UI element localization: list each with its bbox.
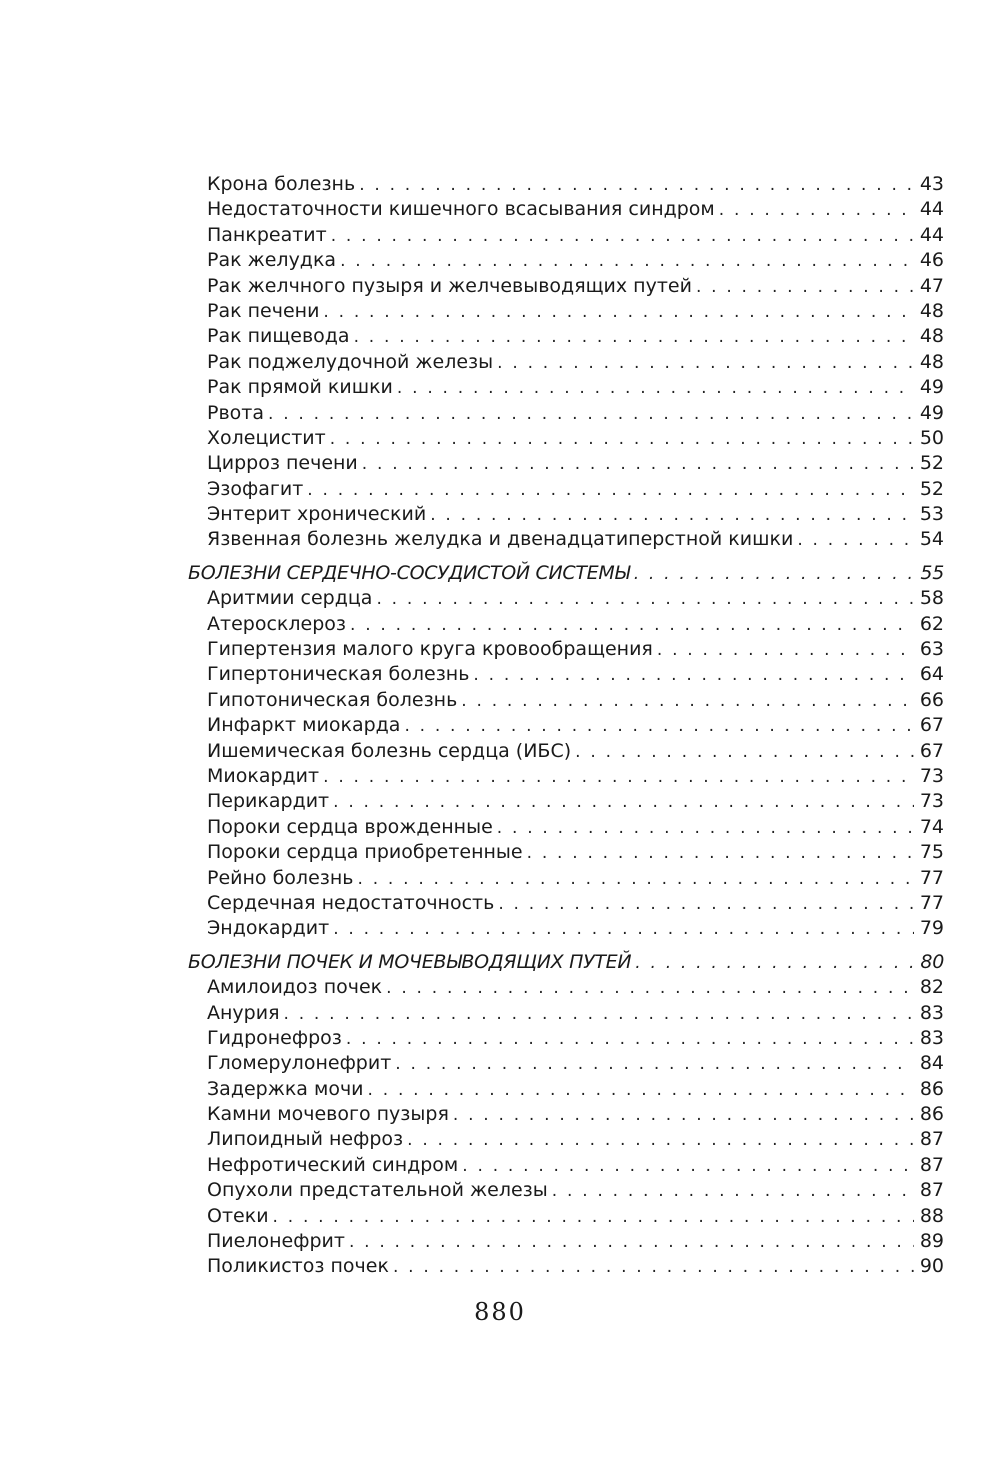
- dot-leader: [333, 790, 914, 814]
- toc-entry: [188, 502, 944, 527]
- toc-page-number: 62: [919, 612, 944, 635]
- toc-entry-title: Поликистоз почек: [207, 1255, 389, 1278]
- toc-page-number: 73: [919, 764, 944, 787]
- toc-entry-title: Отеки: [207, 1204, 269, 1227]
- toc-entry-title: Рвота: [207, 401, 264, 424]
- toc-page-number: 87: [919, 1128, 944, 1151]
- toc-page-number: 50: [919, 426, 944, 449]
- toc-entry-title: Рак прямой кишки: [207, 376, 393, 399]
- toc-entry-title: Миокардит: [207, 764, 320, 787]
- toc-entry-title: Рак поджелудочной железы: [207, 350, 494, 373]
- table-of-contents: [188, 172, 944, 1280]
- dot-leader: [331, 224, 914, 248]
- toc-page-number: 74: [919, 815, 944, 838]
- dot-leader: [350, 613, 914, 637]
- dot-leader: [407, 1128, 914, 1152]
- dot-leader: [430, 503, 914, 527]
- toc-page-number: 73: [919, 790, 944, 813]
- toc-entry: [188, 637, 944, 662]
- toc-page-number: 77: [919, 866, 944, 889]
- dot-leader: [497, 351, 914, 375]
- dot-leader: [333, 917, 914, 941]
- toc-entry: [188, 891, 944, 916]
- toc-page-number: 55: [920, 561, 944, 584]
- toc-entry: [188, 426, 944, 451]
- toc-page-number: 54: [919, 528, 944, 551]
- toc-page-number: 66: [919, 688, 944, 711]
- toc-entry: [188, 688, 944, 713]
- toc-entry-title: Гипертензия малого круга кровообращения: [207, 638, 653, 661]
- dot-leader: [461, 689, 914, 713]
- toc-entry-title: Атеросклероз: [207, 612, 346, 635]
- toc-entry-title: Рейно болезнь: [207, 866, 354, 889]
- toc-page-number: 67: [919, 714, 944, 737]
- dot-leader: [657, 638, 914, 662]
- toc-entry: [188, 1229, 944, 1254]
- dot-leader: [307, 478, 914, 502]
- dot-leader: [497, 816, 914, 840]
- dot-leader: [359, 173, 914, 197]
- toc-page-number: 49: [919, 376, 944, 399]
- toc-entry: [188, 223, 944, 248]
- toc-entry: [188, 612, 944, 637]
- toc-entry-title: Анурия: [207, 1001, 280, 1024]
- toc-entry: [188, 248, 944, 273]
- dot-leader: [354, 325, 914, 349]
- toc-entry-title: Перикардит: [207, 790, 330, 813]
- toc-page-number: 75: [919, 841, 944, 864]
- toc-page-number: 89: [919, 1230, 944, 1253]
- dot-leader: [368, 1078, 914, 1102]
- toc-entry: [188, 975, 944, 1000]
- toc-page-number: 83: [919, 1001, 944, 1024]
- toc-page-number: 79: [919, 917, 944, 940]
- toc-page-number: 90: [919, 1255, 944, 1278]
- toc-entry-title: Опухоли предстательной железы: [207, 1179, 548, 1202]
- toc-page-number: 43: [919, 173, 944, 195]
- dot-leader: [346, 1027, 914, 1051]
- toc-page-number: 82: [919, 976, 944, 999]
- toc-page-number: 48: [919, 299, 944, 322]
- toc-page-number: 47: [919, 274, 944, 297]
- toc-entry-title: Панкреатит: [207, 223, 327, 246]
- toc-entry-title: Сердечная недостаточность: [207, 891, 495, 914]
- toc-entry: [188, 1051, 944, 1076]
- dot-leader: [268, 402, 914, 426]
- dot-leader: [284, 1002, 914, 1026]
- dot-leader: [362, 452, 914, 476]
- dot-leader: [473, 663, 914, 687]
- toc-entry: [188, 586, 944, 611]
- dot-leader: [404, 714, 914, 738]
- toc-page-number: 83: [919, 1026, 944, 1049]
- toc-entry: [188, 375, 944, 400]
- toc-page-number: 44: [919, 198, 944, 221]
- toc-entry-title: Липоидный нефроз: [207, 1128, 404, 1151]
- toc-entry-title: Гипертоническая болезнь: [207, 663, 470, 686]
- toc-entry-title: Рак желудка: [207, 249, 337, 272]
- toc-entry: [188, 477, 944, 502]
- toc-entry-title: Рак пищевода: [207, 325, 350, 348]
- dot-leader: [340, 249, 914, 273]
- toc-page-number: 80: [920, 950, 944, 973]
- dot-leader: [527, 841, 914, 865]
- toc-entry: [188, 1153, 944, 1178]
- dot-leader: [635, 951, 914, 975]
- toc-page-number: 53: [919, 503, 944, 526]
- toc-page-number: 86: [919, 1077, 944, 1100]
- toc-entry-title: Гломерулонефрит: [207, 1052, 392, 1075]
- toc-entry: [188, 789, 944, 814]
- toc-entry: [188, 1077, 944, 1102]
- toc-section-heading: [188, 561, 944, 586]
- toc-entry-title: Задержка мочи: [207, 1077, 364, 1100]
- toc-page-number: 48: [919, 350, 944, 373]
- toc-section-title: БОЛЕЗНИ СЕРДЕЧНО-СОСУДИСТОЙ СИСТЕМЫ: [188, 561, 630, 584]
- toc-entry: [188, 1102, 944, 1127]
- toc-entry: [188, 324, 944, 349]
- toc-entry: [188, 1178, 944, 1203]
- toc-page-number: 88: [919, 1204, 944, 1227]
- toc-entry: [188, 1026, 944, 1051]
- toc-page-number: 48: [919, 325, 944, 348]
- dot-leader: [696, 275, 914, 299]
- toc-section-heading: [188, 950, 944, 975]
- dot-leader: [498, 892, 914, 916]
- page-number: 880: [474, 1298, 526, 1326]
- toc-entry-title: Ишемическая болезнь сердца (ИБС): [207, 739, 572, 762]
- toc-entry: [188, 527, 944, 552]
- toc-page-number: 49: [919, 401, 944, 424]
- toc-entry-title: Эзофагит: [207, 477, 304, 500]
- toc-entry-title: Холецистит: [207, 426, 326, 449]
- toc-entry-title: Инфаркт миокарда: [207, 714, 401, 737]
- dot-leader: [719, 198, 914, 222]
- toc-entry-title: Рак печени: [207, 299, 320, 322]
- toc-entry-title: Недостаточности кишечного всасывания синдром: [207, 198, 715, 221]
- toc-entry: [188, 1001, 944, 1026]
- toc-page-number: 58: [919, 587, 944, 610]
- toc-entry: [188, 916, 944, 941]
- toc-entry: [188, 713, 944, 738]
- toc-page-number: 63: [919, 638, 944, 661]
- toc-entry: [188, 197, 944, 222]
- dot-leader: [395, 1052, 914, 1076]
- dot-leader: [349, 1230, 914, 1254]
- dot-leader: [462, 1154, 914, 1178]
- toc-entry-title: Пиелонефрит: [207, 1230, 345, 1253]
- toc-entry: [188, 172, 944, 197]
- toc-page-number: 46: [919, 249, 944, 272]
- toc-entry-title: Аритмии сердца: [207, 587, 373, 610]
- toc-entry-title: Энтерит хронический: [207, 503, 427, 526]
- toc-entry: [188, 451, 944, 476]
- toc-entry-title: Эндокардит: [207, 917, 330, 940]
- toc-entry-title: Амилоидоз почек: [207, 976, 383, 999]
- toc-entry: [188, 1127, 944, 1152]
- toc-page-number: 86: [919, 1103, 944, 1126]
- dot-leader: [393, 1255, 914, 1279]
- toc-entry: [188, 662, 944, 687]
- dot-leader: [386, 976, 914, 1000]
- dot-leader: [575, 740, 914, 764]
- toc-page-number: 84: [919, 1052, 944, 1075]
- dot-leader: [330, 427, 914, 451]
- toc-page-number: 52: [919, 477, 944, 500]
- toc-entry-title: Гипотоническая болезнь: [207, 688, 458, 711]
- toc-section-title: БОЛЕЗНИ ПОЧЕК И МОЧЕВЫВОДЯЩИХ ПУТЕЙ: [188, 950, 632, 973]
- dot-leader: [376, 587, 914, 611]
- toc-entry: [188, 764, 944, 789]
- toc-page-number: 87: [919, 1153, 944, 1176]
- toc-entry-title: Гидронефроз: [207, 1026, 342, 1049]
- toc-entry: [188, 401, 944, 426]
- toc-entry-title: Камни мочевого пузыря: [207, 1103, 449, 1126]
- toc-page-number: 67: [919, 739, 944, 762]
- dot-leader: [323, 300, 914, 324]
- toc-entry: [188, 1254, 944, 1279]
- dot-leader: [397, 376, 914, 400]
- toc-page-number: 52: [919, 452, 944, 475]
- toc-entry-title: Цирроз печени: [207, 452, 358, 475]
- dot-leader: [797, 528, 914, 552]
- toc-entry: [188, 350, 944, 375]
- toc-page-number: 87: [919, 1179, 944, 1202]
- toc-page-number: 64: [919, 663, 944, 686]
- toc-entry-title: Пороки сердца приобретенные: [207, 841, 523, 864]
- dot-leader: [634, 562, 914, 586]
- toc-entry: [188, 274, 944, 299]
- toc-entry-title: Нефротический синдром: [207, 1153, 459, 1176]
- toc-entry-title: Рак желчного пузыря и желчевыводящих путей: [207, 274, 692, 297]
- dot-leader: [357, 867, 914, 891]
- toc-entry-title: Крона болезнь: [207, 173, 356, 195]
- toc-entry-title: Пороки сердца врожденные: [207, 815, 493, 838]
- toc-entry: [188, 840, 944, 865]
- toc-entry: [188, 1204, 944, 1229]
- dot-leader: [323, 765, 914, 789]
- dot-leader: [453, 1103, 914, 1127]
- dot-leader: [273, 1205, 914, 1229]
- toc-entry: [188, 866, 944, 891]
- toc-entry-title: Язвенная болезнь желудка и двенадцатиперстной кишки: [207, 528, 794, 551]
- toc-page-number: 44: [919, 223, 944, 246]
- toc-entry: [188, 299, 944, 324]
- toc-entry: [188, 739, 944, 764]
- toc-page-number: 77: [919, 891, 944, 914]
- toc-entry: [188, 815, 944, 840]
- dot-leader: [552, 1179, 914, 1203]
